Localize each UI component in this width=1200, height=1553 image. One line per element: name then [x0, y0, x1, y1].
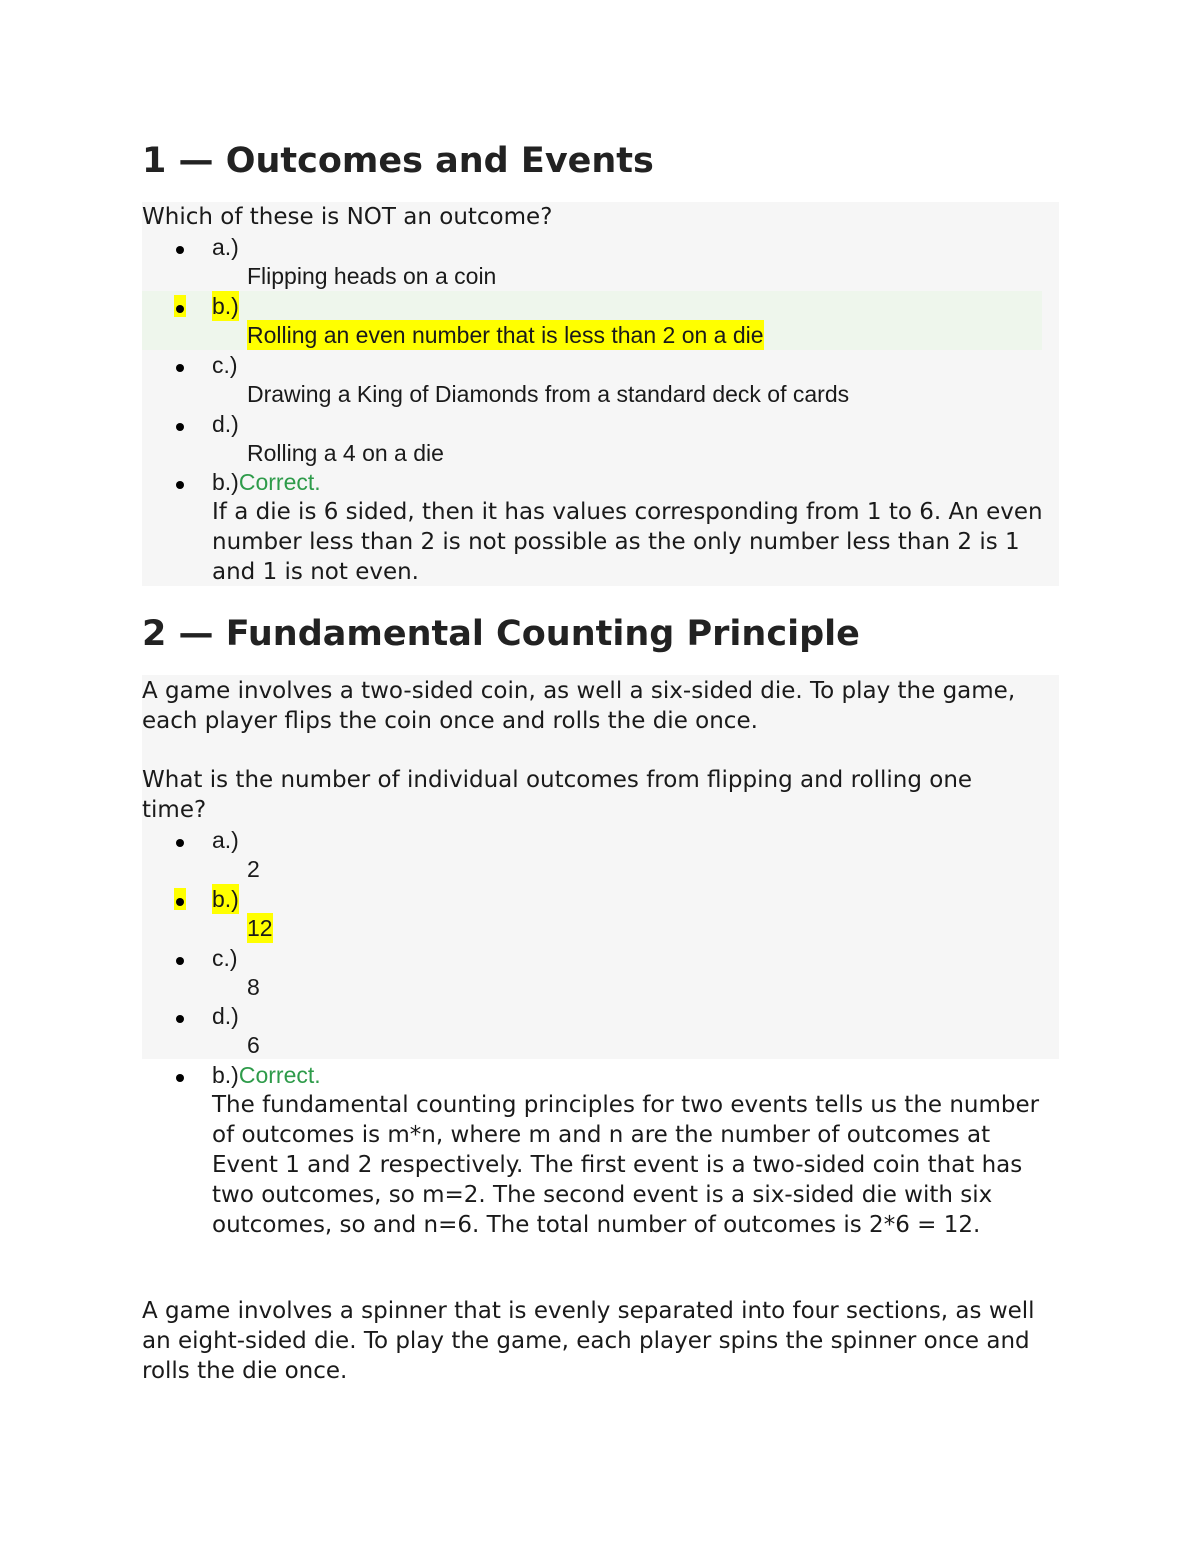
bullet-icon [176, 839, 184, 847]
section-title-1: 1 — Outcomes and Events [142, 141, 654, 181]
question-stem-1: Which of these is NOT an outcome? [142, 204, 553, 230]
option-text: 8 [247, 974, 260, 1000]
explanation: If a die is 6 sided, then it has values corresponding from 1 to 6. An even number less than 2 is not possible as the only number less than 2 is 1 and 1 is not even. [212, 499, 1043, 585]
q1-option-c [142, 350, 1042, 409]
option-letter: d.) [212, 1003, 239, 1029]
question-stem-2: What is the number of individual outcomes from flipping and rolling one time? [142, 767, 973, 823]
bullet-icon [176, 364, 184, 372]
correct-label: Correct. [238, 469, 321, 495]
bullet-icon [176, 1074, 184, 1082]
bullet-icon [176, 481, 184, 489]
feedback-line [212, 467, 321, 497]
bullet-icon [176, 1015, 184, 1023]
feedback-letter: b.) [212, 1062, 239, 1088]
bullet-icon [176, 305, 184, 313]
feedback-letter: b.) [212, 469, 239, 495]
bullet-icon [176, 898, 184, 906]
option-letter: c.) [212, 352, 238, 378]
q2-option-a [142, 825, 1042, 884]
q2-option-c [142, 943, 1042, 1002]
explanation: The fundamental counting principles for two events tells us the number of outcomes is m*n, where m and n are the number of outcomes at Event 1 and 2 respectively. The first event is a two-sided coin that has two outcomes, so m=2. The second event is a six-sided die with six outcomes, so and n=6. The total number of outcomes is 2*6 = 12. [212, 1092, 1040, 1238]
option-text: 12 [247, 915, 273, 941]
bullet-icon [176, 957, 184, 965]
bullet-icon [176, 423, 184, 431]
q1-option-b-selected [142, 291, 1042, 350]
option-text: Flipping heads on a coin [247, 263, 497, 289]
option-text: Rolling an even number that is less than 2 on a die [247, 322, 764, 348]
question-stem-intro-3: A game involves a spinner that is evenly separated into four sections, as well an eight-sided die. To play the game, each player spins the spinner once and rolls the die once. [142, 1298, 1035, 1384]
feedback-line [212, 1060, 321, 1090]
q1-option-a [142, 232, 1042, 291]
q2-option-b-selected [142, 884, 1042, 943]
question-stem-intro-2: A game involves a two-sided coin, as well a six-sided die. To play the game, each player flips the coin once and rolls the die once. [142, 678, 1016, 734]
section-title-2: 2 — Fundamental Counting Principle [142, 614, 860, 654]
bullet-icon [176, 246, 184, 254]
correct-label: Correct. [238, 1062, 321, 1088]
option-letter: c.) [212, 945, 238, 971]
q1-option-d [142, 409, 1042, 468]
option-letter: d.) [212, 411, 239, 437]
option-text: Drawing a King of Diamonds from a standard deck of cards [247, 381, 850, 407]
option-text: Rolling a 4 on a die [247, 440, 444, 466]
option-letter: b.) [212, 293, 239, 319]
option-letter: a.) [212, 827, 239, 853]
option-text: 6 [247, 1032, 260, 1058]
option-letter: a.) [212, 234, 239, 260]
option-text: 2 [247, 856, 260, 882]
q2-option-d [142, 1001, 1042, 1060]
option-letter: b.) [212, 886, 239, 912]
